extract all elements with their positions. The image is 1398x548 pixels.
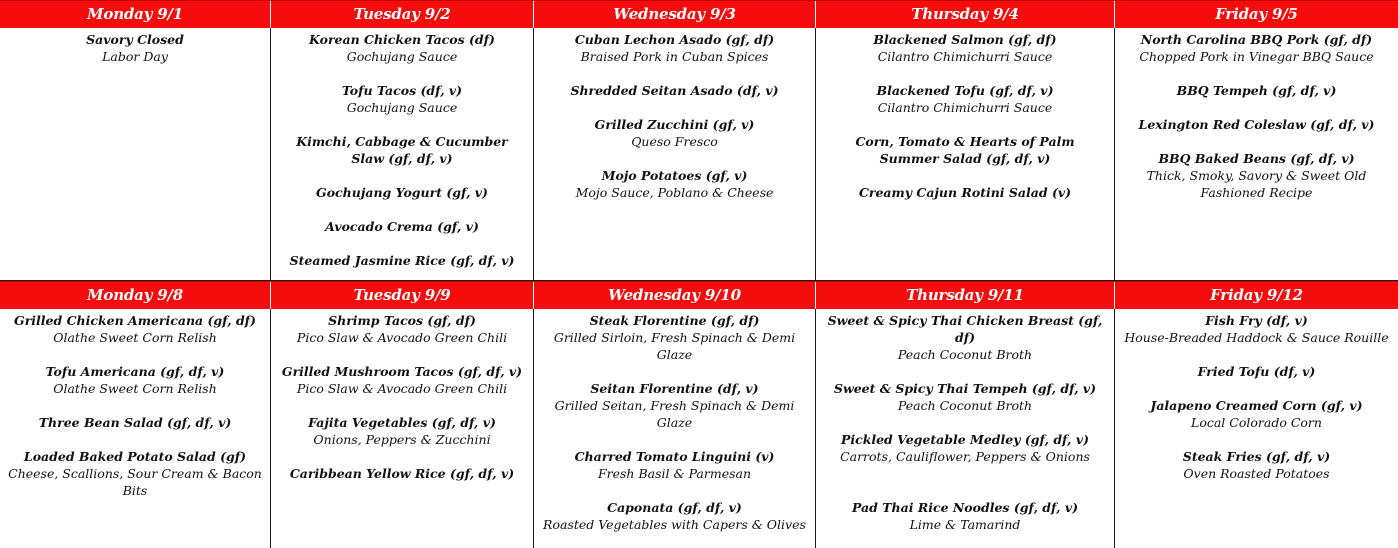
menu-item <box>277 133 527 167</box>
day-header-row <box>0 0 1398 28</box>
menu-item <box>277 252 527 269</box>
menu-item <box>540 312 809 363</box>
item-name: Sweet & Spicy Thai Chicken Breast (gf, df) <box>827 313 1103 345</box>
item-name: Caponata (gf, df, v) <box>607 500 742 515</box>
item-name: BBQ Tempeh (gf, df, v) <box>1176 83 1337 98</box>
menu-item <box>822 312 1108 363</box>
menu-item <box>277 312 527 346</box>
day-header: Wednesday 9/3 <box>534 1 816 28</box>
day-body-row <box>0 28 1398 281</box>
menu-item <box>1121 312 1392 346</box>
item-desc: Lime & Tamarind <box>909 517 1021 532</box>
menu-item <box>277 218 527 235</box>
item-name: Korean Chicken Tacos (df) <box>309 32 495 47</box>
menu-item <box>6 312 264 346</box>
item-name: Blackened Salmon (gf, df) <box>873 32 1057 47</box>
item-name: Fried Tofu (df, v) <box>1197 364 1316 379</box>
menu-item <box>1121 82 1392 99</box>
menu-item <box>540 82 809 99</box>
item-name: Kimchi, Cabbage & Cucumber Slaw (gf, df, v) <box>296 134 508 166</box>
day-cell <box>534 28 816 280</box>
blank-line <box>822 482 1108 499</box>
day-header: Tuesday 9/9 <box>271 282 534 309</box>
day-header: Monday 9/1 <box>0 1 271 28</box>
week-row <box>0 281 1398 548</box>
item-desc: Fresh Basil & Parmesan <box>597 466 752 481</box>
item-desc: Cilantro Chimichurri Sauce <box>877 49 1053 64</box>
item-desc: Grilled Sirloin, Fresh Spinach & Demi Glaze <box>553 330 796 362</box>
item-desc: Thick, Smoky, Savory & Sweet Old Fashioned Recipe <box>1146 168 1367 200</box>
item-name: Loaded Baked Potato Salad (gf) <box>23 449 247 464</box>
menu-item <box>6 363 264 397</box>
item-desc: Peach Coconut Broth <box>897 347 1033 362</box>
item-name: Grilled Chicken Americana (gf, df) <box>14 313 256 328</box>
item-name: Corn, Tomato & Hearts of Palm Summer Salad (gf, df, v) <box>855 134 1075 166</box>
day-cell <box>534 309 816 548</box>
item-desc: Local Colorado Corn <box>1191 415 1322 430</box>
item-desc: Cilantro Chimichurri Sauce <box>877 100 1053 115</box>
item-name: Mojo Potatoes (gf, v) <box>601 168 748 183</box>
item-desc: Labor Day <box>102 49 168 64</box>
item-name: Fish Fry (df, v) <box>1205 313 1308 328</box>
item-name: Tofu Americana (gf, df, v) <box>45 364 225 379</box>
item-desc: Braised Pork in Cuban Spices <box>580 49 769 64</box>
item-desc: Chopped Pork in Vinegar BBQ Sauce <box>1139 49 1374 64</box>
item-name: Steak Fries (gf, df, v) <box>1182 449 1331 464</box>
day-cell <box>816 309 1115 548</box>
item-name: Steamed Jasmine Rice (gf, df, v) <box>289 253 515 268</box>
menu-item <box>822 133 1108 167</box>
menu-item <box>540 499 809 533</box>
menu-item <box>540 167 809 201</box>
menu-item <box>1121 363 1392 380</box>
item-name: Shredded Seitan Asado (df, v) <box>570 83 779 98</box>
item-desc: House-Breaded Haddock & Sauce Rouille <box>1124 330 1389 345</box>
menu-item <box>277 82 527 116</box>
item-desc: Oven Roasted Potatoes <box>1183 466 1330 481</box>
menu-item <box>277 414 527 448</box>
menu-item <box>822 31 1108 65</box>
menu-item <box>1121 150 1392 201</box>
menu-item <box>1121 31 1392 65</box>
menu-item <box>277 363 527 397</box>
item-name: Shrimp Tacos (gf, df) <box>328 313 476 328</box>
item-desc: Olathe Sweet Corn Relish <box>53 330 217 345</box>
menu-item <box>540 380 809 431</box>
day-cell <box>0 28 271 280</box>
menu-item <box>540 31 809 65</box>
item-name: Grilled Mushroom Tacos (gf, df, v) <box>281 364 523 379</box>
item-name: Fajita Vegetables (gf, df, v) <box>308 415 496 430</box>
item-desc: Gochujang Sauce <box>346 100 458 115</box>
day-header: Tuesday 9/2 <box>271 1 534 28</box>
day-cell <box>1115 309 1398 548</box>
item-name: Tofu Tacos (df, v) <box>341 83 463 98</box>
item-desc: Pico Slaw & Avocado Green Chili <box>296 381 508 396</box>
item-desc: Queso Fresco <box>631 134 718 149</box>
day-header: Monday 9/8 <box>0 282 271 309</box>
menu-item <box>822 184 1108 201</box>
menu-item <box>822 431 1108 465</box>
day-cell <box>271 28 534 280</box>
menu-item <box>277 465 527 482</box>
day-cell <box>1115 28 1398 280</box>
day-header: Friday 9/12 <box>1210 286 1303 304</box>
item-desc: Gochujang Sauce <box>346 49 458 64</box>
menu-item <box>540 116 809 150</box>
item-name: Blackened Tofu (gf, df, v) <box>876 83 1054 98</box>
day-header: Wednesday 9/10 <box>534 282 816 309</box>
day-header-row <box>0 281 1398 309</box>
item-desc: Olathe Sweet Corn Relish <box>53 381 217 396</box>
menu-item <box>540 448 809 482</box>
menu-item <box>822 380 1108 414</box>
item-desc: Pico Slaw & Avocado Green Chili <box>296 330 508 345</box>
item-name: Gochujang Yogurt (gf, v) <box>316 185 488 200</box>
item-name: Cuban Lechon Asado (gf, df) <box>574 32 775 47</box>
day-cell <box>0 309 271 548</box>
menu-item <box>822 82 1108 116</box>
menu-item <box>1121 397 1392 431</box>
item-name: Savory Closed <box>86 32 184 47</box>
item-desc: Peach Coconut Broth <box>897 398 1033 413</box>
item-name: Seitan Florentine (df, v) <box>590 381 759 396</box>
menu-item <box>6 448 264 499</box>
item-name: Lexington Red Coleslaw (gf, df, v) <box>1138 117 1375 132</box>
item-name: Sweet & Spicy Thai Tempeh (gf, df, v) <box>833 381 1097 396</box>
menu-item <box>277 184 527 201</box>
item-desc: Carrots, Cauliflower, Peppers & Onions <box>840 449 1090 464</box>
item-name: Steak Florentine (gf, df) <box>589 313 760 328</box>
day-cell <box>816 28 1115 280</box>
item-name: Pickled Vegetable Medley (gf, df, v) <box>840 432 1090 447</box>
item-name: BBQ Baked Beans (gf, df, v) <box>1158 151 1355 166</box>
item-name: Pad Thai Rice Noodles (gf, df, v) <box>851 500 1078 515</box>
menu-item <box>1121 448 1392 482</box>
item-name: Caribbean Yellow Rice (gf, df, v) <box>289 466 515 481</box>
menu-item <box>277 31 527 65</box>
item-desc: Grilled Seitan, Fresh Spinach & Demi Glaze <box>554 398 795 430</box>
item-name: North Carolina BBQ Pork (gf, df) <box>1140 32 1373 47</box>
day-cell <box>271 309 534 548</box>
menu-item <box>6 31 264 65</box>
item-name: Avocado Crema (gf, v) <box>325 219 479 234</box>
item-desc: Cheese, Scallions, Sour Cream & Bacon Bits <box>8 466 262 498</box>
item-desc: Onions, Peppers & Zucchini <box>313 432 491 447</box>
menu-item <box>1121 116 1392 133</box>
item-name: Grilled Zucchini (gf, v) <box>594 117 755 132</box>
day-body-row <box>0 309 1398 548</box>
day-header: Thursday 9/4 <box>816 1 1115 28</box>
item-name: Charred Tomato Linguini (v) <box>574 449 775 464</box>
day-header: Friday 9/5 <box>1215 5 1298 23</box>
item-name: Creamy Cajun Rotini Salad (v) <box>858 185 1072 200</box>
menu-item <box>822 499 1108 533</box>
item-desc: Roasted Vegetables with Capers & Olives <box>543 517 806 532</box>
menu-item <box>6 414 264 431</box>
day-header: Thursday 9/11 <box>816 282 1115 309</box>
item-desc: Mojo Sauce, Poblano & Cheese <box>575 185 774 200</box>
item-name: Jalapeno Creamed Corn (gf, v) <box>1150 398 1363 413</box>
item-name: Three Bean Salad (gf, df, v) <box>38 415 232 430</box>
